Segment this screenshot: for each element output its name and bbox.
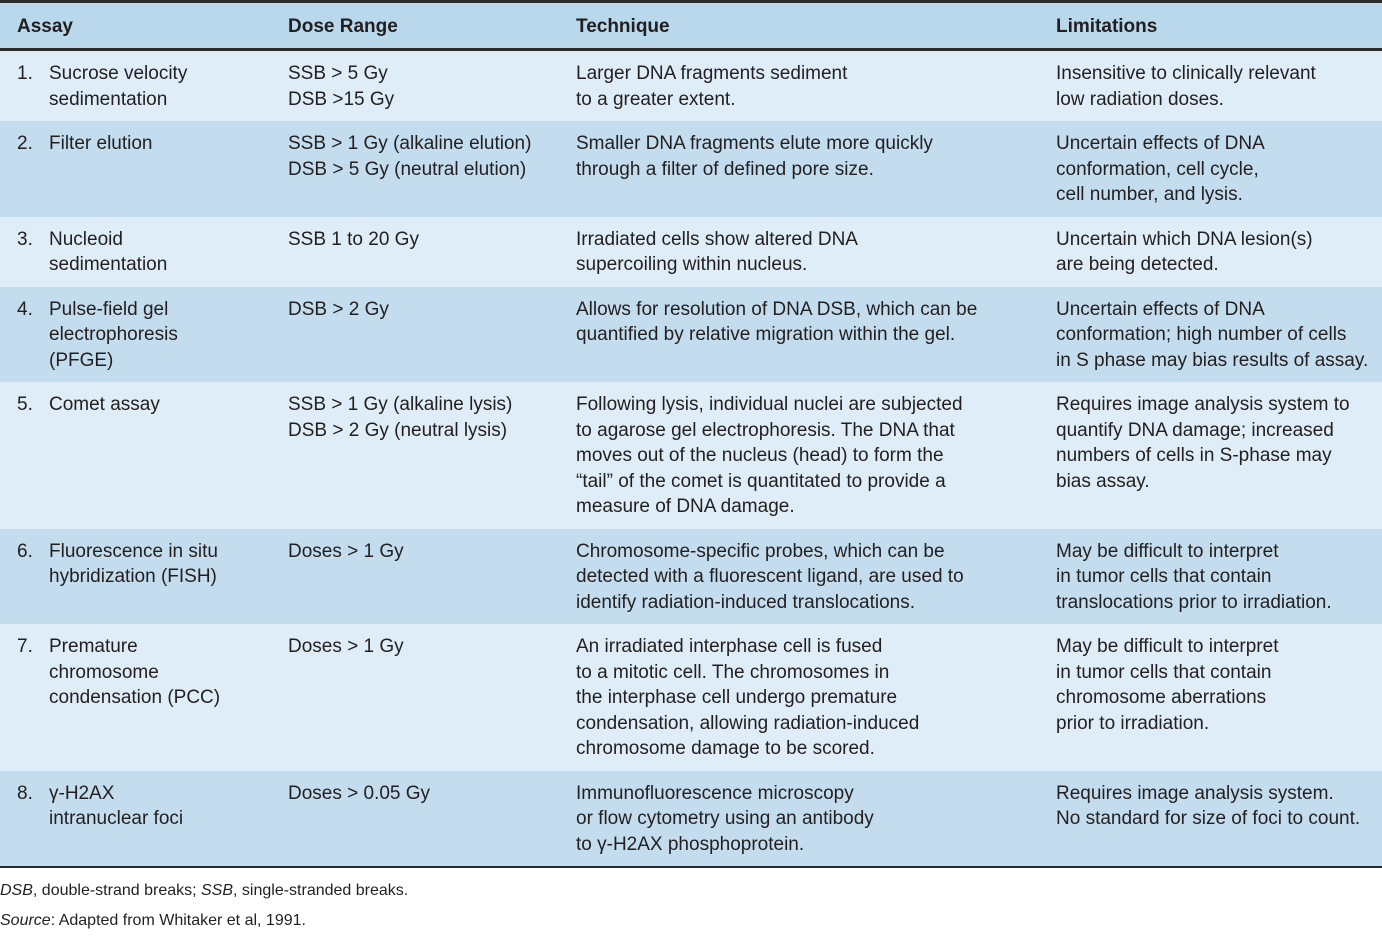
cell-limitations: Uncertain effects of DNA conformation, cell cycle, cell number, and lysis.: [1056, 133, 1265, 205]
cell-dose-range: Doses > 1 Gy: [288, 540, 404, 562]
assay-name: Filter elution: [49, 133, 153, 154]
cell-assay: [0, 529, 288, 625]
cell-limitations: Requires image analysis system. No standard for size of foci to count.: [1056, 771, 1382, 868]
cell-technique: An irradiated interphase cell is fused to a mitotic cell. The chromosomes in the interphase cell undergo premature condensation, allowing radiation-induced chromosome damage to be scored.: [576, 636, 920, 759]
assay-name: Pulse-field gel electrophoresis (PFGE): [49, 298, 178, 371]
header-limitations: Limitations: [1056, 2, 1382, 50]
row-number: 2.: [17, 133, 33, 154]
row-number: 7.: [17, 636, 33, 657]
header-dose-range: Dose Range: [288, 2, 576, 50]
source-text: : Adapted from Whitaker et al, 1991.: [50, 912, 306, 929]
row-number: 5.: [17, 394, 33, 415]
abbrev-ssb: SSB: [201, 882, 234, 899]
abbrev-dsb: DSB: [0, 882, 33, 899]
assay-name: Premature chromosome condensation (PCC): [49, 636, 221, 708]
cell-limitations: Requires image analysis system to quantify DNA damage; increased numbers of cells in S-phase may bias assay.: [1056, 394, 1350, 492]
cell-dose-range: SSB > 1 Gy (alkaline lysis) DSB > 2 Gy (neutral lysis): [288, 394, 513, 441]
row-number: 8.: [17, 782, 33, 804]
footnotes: [0, 868, 1382, 936]
cell-technique: Irradiated cells show altered DNA supercoiling within nucleus.: [576, 228, 858, 275]
abbrev-ssb-text: , single-stranded breaks.: [233, 882, 409, 899]
table-row: [0, 50, 1382, 122]
cell-assay: [0, 624, 288, 771]
assay-name: Nucleoid sedimentation: [49, 228, 168, 275]
cell-technique: Immunofluorescence microscopy or flow cytometry using an antibody to γ-H2AX phosphoprotein.: [576, 771, 1056, 868]
table-row: [0, 529, 1382, 625]
cell-dose-range: SSB > 1 Gy (alkaline elution) DSB > 5 Gy (neutral elution): [288, 133, 532, 180]
assay-name: Sucrose velocity sedimentation: [49, 63, 188, 110]
row-number: 1.: [17, 63, 33, 84]
cell-limitations: Uncertain which DNA lesion(s) are being detected.: [1056, 228, 1313, 275]
row-number: 6.: [17, 540, 33, 562]
cell-dose-range: SSB > 5 Gy DSB >15 Gy: [288, 63, 395, 110]
cell-limitations: Insensitive to clinically relevant low radiation doses.: [1056, 63, 1316, 110]
cell-limitations: Uncertain effects of DNA conformation; high number of cells in S phase may bias results of assay.: [1056, 298, 1369, 371]
cell-assay: [0, 287, 288, 383]
header-technique: Technique: [576, 2, 1056, 50]
cell-dose-range: Doses > 1 Gy: [288, 636, 404, 657]
cell-limitations: May be difficult to interpret in tumor cells that contain translocations prior to irradiation.: [1056, 540, 1332, 613]
cell-technique: Larger DNA fragments sediment to a greater extent.: [576, 63, 848, 110]
table-header-row: [0, 2, 1382, 50]
table-row: [0, 382, 1382, 529]
cell-assay: [0, 771, 288, 868]
cell-technique: Following lysis, individual nuclei are subjected to agarose gel electrophoresis. The DNA that moves out of the nucleus (head) to form the “tail” of the comet is quantitated to provide a measure of DNA damage.: [576, 394, 963, 517]
row-number: 4.: [17, 298, 33, 320]
table-row: [0, 121, 1382, 217]
cell-technique: Allows for resolution of DNA DSB, which can be quantified by relative migration within the gel.: [576, 298, 978, 345]
table-row: [0, 624, 1382, 771]
assay-name: Fluorescence in situ hybridization (FISH): [49, 540, 218, 587]
assay-name: Comet assay: [49, 394, 160, 415]
source-label: Source: [0, 912, 51, 929]
abbreviation-note: [0, 876, 1382, 906]
abbrev-dsb-text: , double-strand breaks;: [32, 882, 201, 899]
cell-assay: [0, 217, 288, 287]
assay-name: γ-H2AX intranuclear foci: [49, 782, 184, 829]
table-row: [0, 771, 1382, 868]
cell-dose-range: Doses > 0.05 Gy: [288, 771, 576, 868]
cell-dose-range: DSB > 2 Gy: [288, 298, 389, 320]
header-assay: Assay: [0, 2, 288, 50]
cell-dose-range: SSB 1 to 20 Gy: [288, 228, 419, 250]
cell-technique: Smaller DNA fragments elute more quickly through a filter of defined pore size.: [576, 133, 933, 180]
row-number: 3.: [17, 228, 33, 250]
cell-assay: [0, 382, 288, 529]
cell-limitations: May be difficult to interpret in tumor cells that contain chromosome aberrations prior to irradiation.: [1056, 636, 1279, 734]
cell-technique: Chromosome-specific probes, which can be detected with a fluorescent ligand, are used to identify radiation-induced translocations.: [576, 540, 964, 613]
table-row: [0, 217, 1382, 287]
cell-assay: [0, 50, 288, 122]
source-note: [0, 906, 1382, 936]
cell-assay: [0, 121, 288, 217]
table-row: [0, 287, 1382, 383]
